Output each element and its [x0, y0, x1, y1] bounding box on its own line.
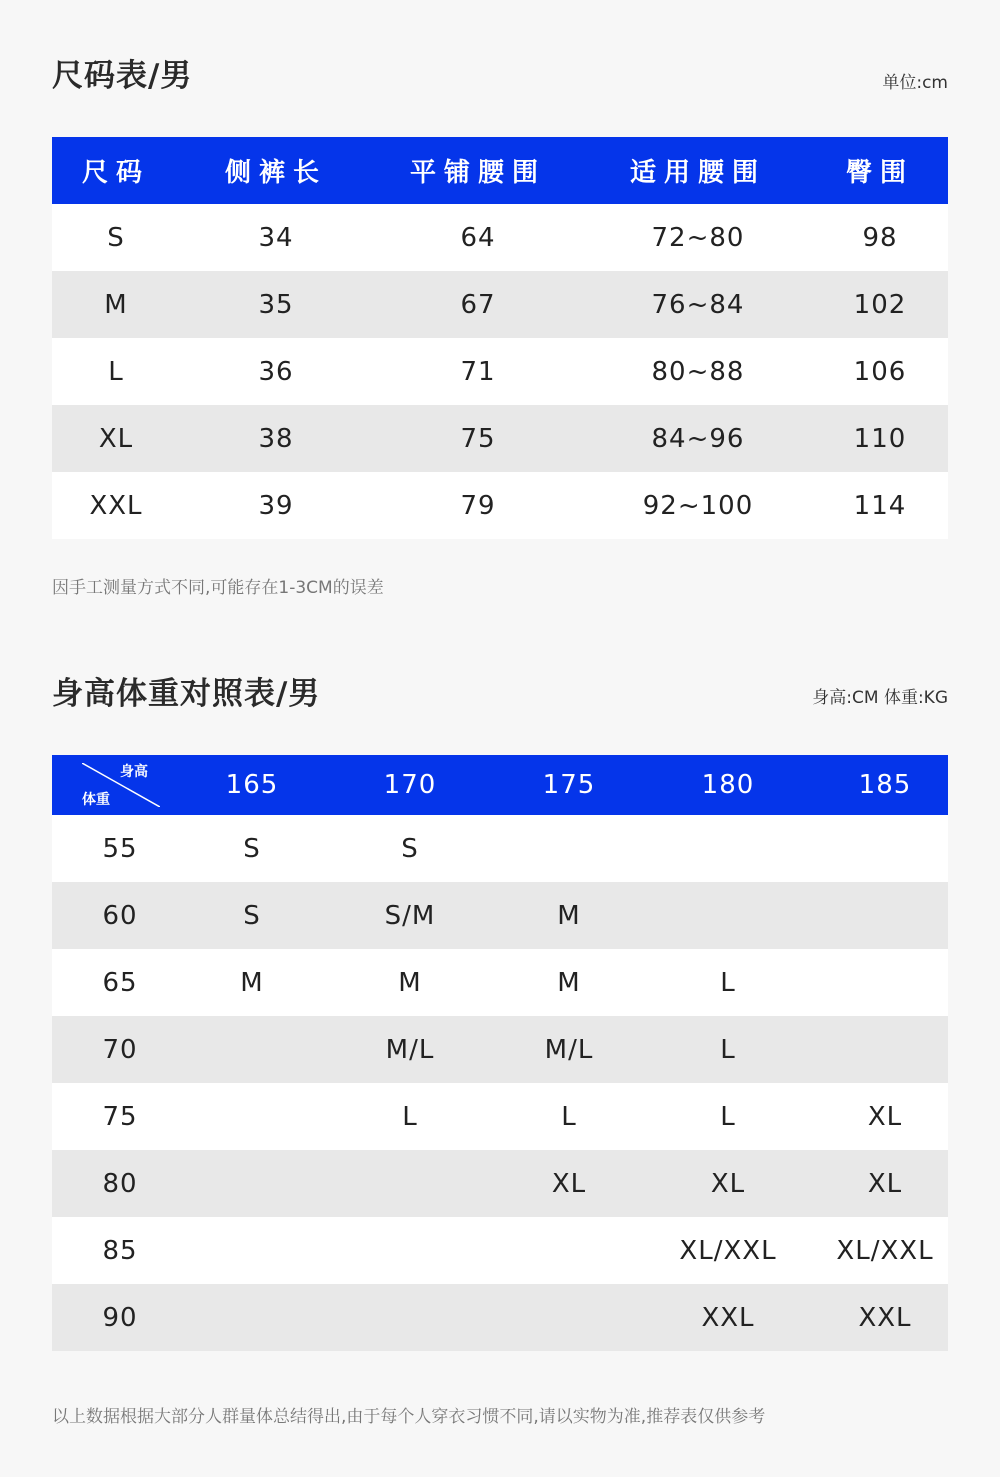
table-cell: S/M: [384, 900, 436, 931]
table-cell: 75: [460, 423, 496, 454]
table-cell: M: [557, 967, 581, 998]
table-cell: M/L: [385, 1034, 435, 1065]
table-cell: L: [720, 967, 736, 998]
table-cell: XL: [98, 423, 134, 454]
header-fit-waist: 适用腰围: [629, 158, 766, 188]
table-cell: 64: [460, 222, 496, 253]
table-cell: M: [557, 900, 581, 931]
header-side-length: 侧裤长: [224, 158, 327, 188]
table-cell: L: [561, 1101, 577, 1132]
table-cell: 92~100: [642, 490, 754, 521]
fit-chart-unit: 身高:CM 体重:KG: [812, 688, 948, 708]
size-chart-title: 尺码表/男: [52, 58, 193, 94]
fit-row: [52, 949, 948, 1016]
table-cell: 75: [102, 1101, 138, 1132]
table-cell: 85: [102, 1235, 138, 1266]
table-cell: XXL: [858, 1302, 912, 1333]
table-cell: M: [398, 967, 422, 998]
table-cell: 76~84: [651, 289, 745, 320]
table-cell: S: [243, 900, 261, 931]
table-cell: XL: [710, 1168, 746, 1199]
size-chart-unit: 单位:cm: [882, 73, 948, 93]
size-chart-body: [52, 204, 948, 539]
size-chart-table: [52, 137, 948, 539]
fit-row: [52, 1217, 948, 1284]
table-cell: 72~80: [651, 222, 745, 253]
table-cell: 84~96: [651, 423, 745, 454]
table-cell: 60: [102, 900, 138, 931]
header-hip: 臀围: [845, 158, 914, 188]
fit-row: [52, 1016, 948, 1083]
table-cell: XXL: [701, 1302, 755, 1333]
size-row: [52, 405, 948, 472]
table-cell: L: [108, 356, 124, 387]
table-cell: M: [240, 967, 264, 998]
table-cell: 114: [853, 490, 907, 521]
table-cell: S: [243, 833, 261, 864]
table-cell: 106: [853, 356, 907, 387]
corner-height-label: 身高: [120, 764, 148, 780]
height-header: 170: [383, 770, 437, 800]
table-cell: 71: [460, 356, 496, 387]
fit-row: [52, 1284, 948, 1351]
fit-chart-table: [52, 755, 948, 1351]
table-cell: 35: [258, 289, 294, 320]
table-cell: L: [720, 1034, 736, 1065]
size-chart-note: 因手工测量方式不同,可能存在1-3CM的误差: [52, 578, 384, 598]
table-cell: 98: [862, 222, 898, 253]
table-cell: 55: [102, 833, 138, 864]
size-row: [52, 472, 948, 539]
fit-chart-header-row: [52, 755, 948, 815]
table-cell: M: [104, 289, 128, 320]
fit-chart-title: 身高体重对照表/男: [52, 676, 321, 712]
table-cell: 80: [102, 1168, 138, 1199]
table-cell: L: [720, 1101, 736, 1132]
table-cell: 70: [102, 1034, 138, 1065]
table-cell: 34: [258, 222, 294, 253]
table-cell: 38: [258, 423, 294, 454]
table-cell: S: [401, 833, 419, 864]
size-row: [52, 338, 948, 405]
table-cell: M/L: [544, 1034, 594, 1065]
table-cell: S: [107, 222, 125, 253]
table-cell: XL/XXL: [836, 1235, 934, 1266]
table-cell: 80~88: [651, 356, 745, 387]
fit-chart-note: 以上数据根据大部分人群量体总结得出,由于每个人穿衣习惯不同,请以实物为准,推荐表仅供参考: [52, 1407, 766, 1427]
table-cell: L: [402, 1101, 418, 1132]
corner-cell: [52, 755, 188, 815]
table-cell: 39: [258, 490, 294, 521]
fit-row: [52, 815, 948, 882]
table-cell: 102: [853, 289, 907, 320]
size-row: [52, 204, 948, 271]
table-cell: XL: [867, 1168, 903, 1199]
height-header: 175: [542, 770, 596, 800]
fit-chart-body: [52, 815, 948, 1351]
fit-row: [52, 1083, 948, 1150]
table-cell: 65: [102, 967, 138, 998]
size-chart-header-row: [52, 137, 948, 204]
height-header: 165: [225, 770, 279, 800]
table-cell: XXL: [89, 490, 143, 521]
table-cell: 36: [258, 356, 294, 387]
table-cell: XL: [867, 1101, 903, 1132]
height-header: 185: [858, 770, 912, 800]
table-cell: 110: [853, 423, 907, 454]
size-row: [52, 271, 948, 338]
fit-row: [52, 1150, 948, 1217]
table-cell: 79: [460, 490, 496, 521]
table-cell: 90: [102, 1302, 138, 1333]
height-header: 180: [701, 770, 755, 800]
table-cell: XL/XXL: [679, 1235, 777, 1266]
fit-row: [52, 882, 948, 949]
header-flat-waist: 平铺腰围: [409, 158, 546, 188]
corner-weight-label: 体重: [82, 792, 110, 808]
table-cell: 67: [460, 289, 496, 320]
header-size: 尺码: [81, 158, 150, 188]
table-cell: XL: [551, 1168, 587, 1199]
